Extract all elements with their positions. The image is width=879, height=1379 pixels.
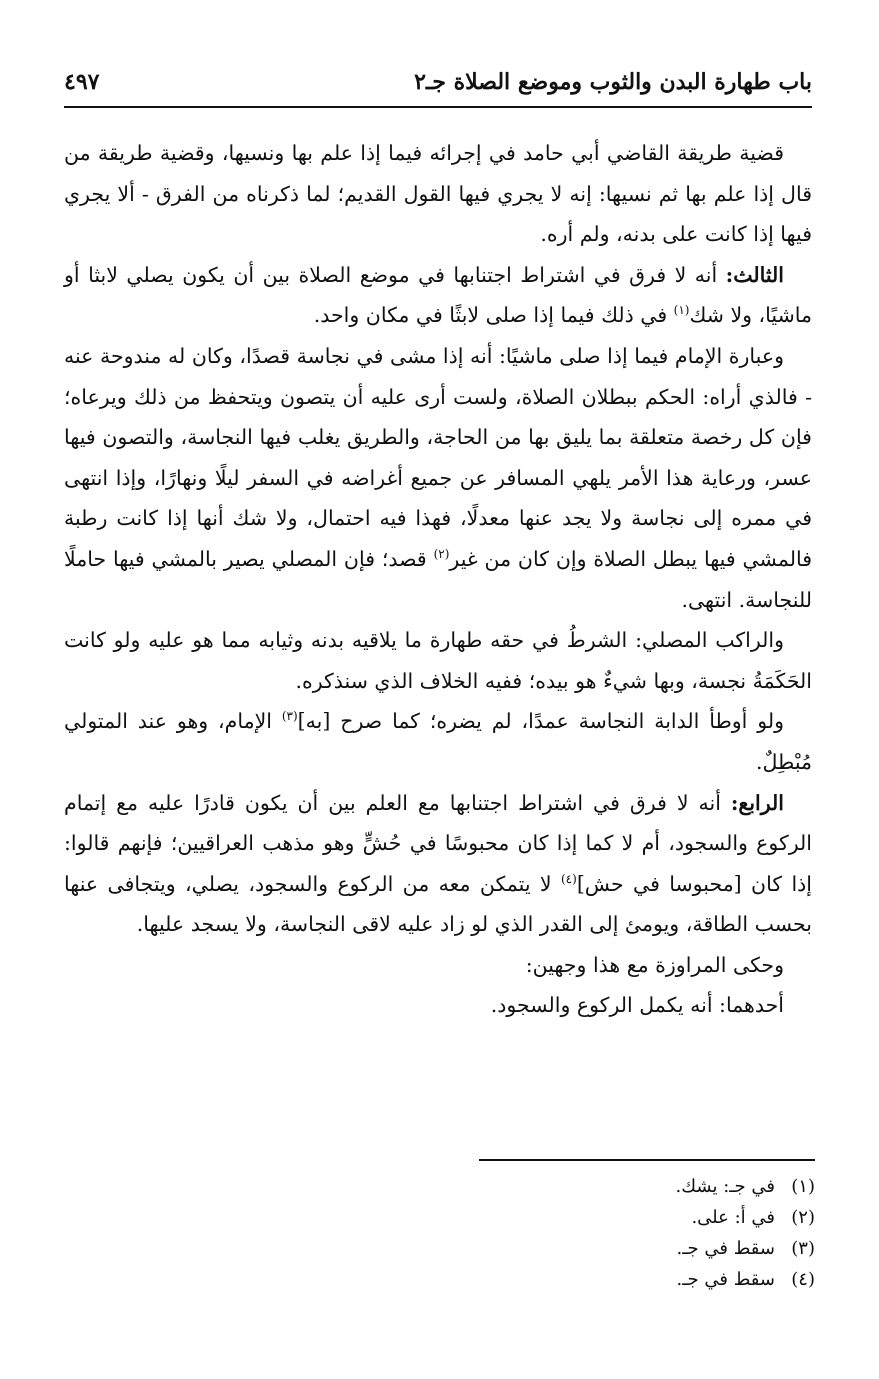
header-divider <box>64 106 812 108</box>
section-lead-third: الثالث: <box>725 262 784 287</box>
footnote-number: (١) <box>791 1176 815 1197</box>
footnote-1 <box>415 1171 815 1202</box>
footnote-ref-2: (٢) <box>433 547 450 562</box>
footnotes <box>415 1171 815 1295</box>
footnote-2 <box>415 1202 815 1233</box>
paragraph-text: الإمام، وهو عند المتولي مُبْطِلٌ. <box>64 709 812 774</box>
paragraph-fourth <box>64 783 812 945</box>
running-header <box>64 62 812 102</box>
paragraph-text: أحدهما: أنه يكمل الركوع والسجود. <box>490 993 784 1018</box>
footnote-text: سقط في جـ. <box>676 1238 775 1259</box>
paragraph-text: وعبارة الإمام فيما إذا صلى ماشيًا: أنه إذا مشى في نجاسة قصدًا، وكان له مندوحة عنه - فالذي أراه: الحكم ببطلان الصلاة، ولست أرى عليه أن يتصون ويتحفظ من ذلك ويرعاه؛ فإن كل رخصة متعلقة بما يليق بها من الحاجة، والطريق يغلب فيها النجاسة، والتصون فيها عسر، ورعاية هذا الأمر يلهي المسافر عن جميع أغراضه في السفر ليلًا ونهارًا، وإذا انتهى في ممره إلى نجاسة ولا يجد عنها معدلًا، فهذا فيه احتمال، ولا شك أنها إذا كانت رطبة فالمشي فيها يبطل الصلاة وإن كان من غير <box>64 343 812 571</box>
footnote-divider <box>479 1159 815 1161</box>
chapter-title: باب طهارة البدن والثوب وموضع الصلاة جـ٢ <box>414 69 812 95</box>
footnote-ref-4: (٤) <box>560 871 577 886</box>
paragraph-first-view <box>64 985 812 1026</box>
footnote-number: (٤) <box>791 1269 815 1290</box>
footnote-number: (٣) <box>791 1238 815 1259</box>
paragraph-text: قصد؛ فإن المصلي يصير بالمشي فيها حاملًا للنجاسة. انتهى. <box>64 546 812 612</box>
paragraph-imam-quote <box>64 336 812 620</box>
footnote-number: (٢) <box>791 1207 815 1228</box>
section-lead-fourth: الرابع: <box>730 790 784 815</box>
paragraph-marawiza <box>64 945 812 986</box>
footnote-ref-3: (٣) <box>281 709 298 724</box>
footnote-ref-1: (١) <box>673 303 690 318</box>
paragraph-text: أنه لا فرق في اشتراط اجتنابها في موضع الصلاة بين أن يكون يصلي لابثا أو ماشيًا، ولا شك <box>64 262 812 328</box>
paragraph-animal <box>64 701 812 782</box>
paragraph-text: وحكى المراوزة مع هذا وجهين: <box>525 952 784 977</box>
main-text <box>64 133 812 1026</box>
paragraph-text: لا يتمكن معه من الركوع والسجود، يصلي، ويتجافى عنها بحسب الطاقة، ويومئ إلى القدر الذي لو زاد عليه لاقى النجاسة، ولا يسجد عليها. <box>64 871 812 937</box>
paragraph-text: ولو أوطأ الدابة النجاسة عمدًا، لم يضره؛ كما صرح [به] <box>297 709 784 734</box>
paragraph-1 <box>64 133 812 255</box>
footnote-text: في جـ: يشك. <box>675 1176 775 1197</box>
paragraph-third <box>64 255 812 336</box>
footnote-3 <box>415 1233 815 1264</box>
paragraph-text: قضية طريقة القاضي أبي حامد في إجرائه فيما إذا علم بها ونسيها، وقضية طريقة من قال إذا علم بها ثم نسيها: إنه لا يجري فيها القول القديم؛ لما ذكرناه من الفرق - ألا يجري فيها إذا كانت على بدنه، ولم أره. <box>64 141 812 247</box>
footnote-text: في أ: على. <box>691 1207 775 1228</box>
page-number: ٤٩٧ <box>64 69 100 95</box>
paragraph-text: والراكب المصلي: الشرطُ في حقه طهارة ما يلاقيه بدنه وثيابه مما هو عليه ولو كانت الحَكَمَةُ نجسة، وبها شيءٌ هو بيده؛ ففيه الخلاف الذي سنذكره. <box>64 628 812 693</box>
paragraph-rider <box>64 620 812 701</box>
paragraph-text: أنه لا فرق في اشتراط اجتنابها مع العلم بين أن يكون قادرًا عليه مع إتمام الركوع والسجود، أم لا كما إذا كان محبوسًا في حُشٍّ وهو مذهب العراقيين؛ فإنهم قالوا: إذا كان [محبوسا في حش] <box>64 790 813 896</box>
footnote-text: سقط في جـ. <box>676 1269 775 1290</box>
footnote-4 <box>415 1264 815 1295</box>
paragraph-text: في ذلك فيما إذا صلى لابثًا في مكان واحد. <box>313 303 674 328</box>
